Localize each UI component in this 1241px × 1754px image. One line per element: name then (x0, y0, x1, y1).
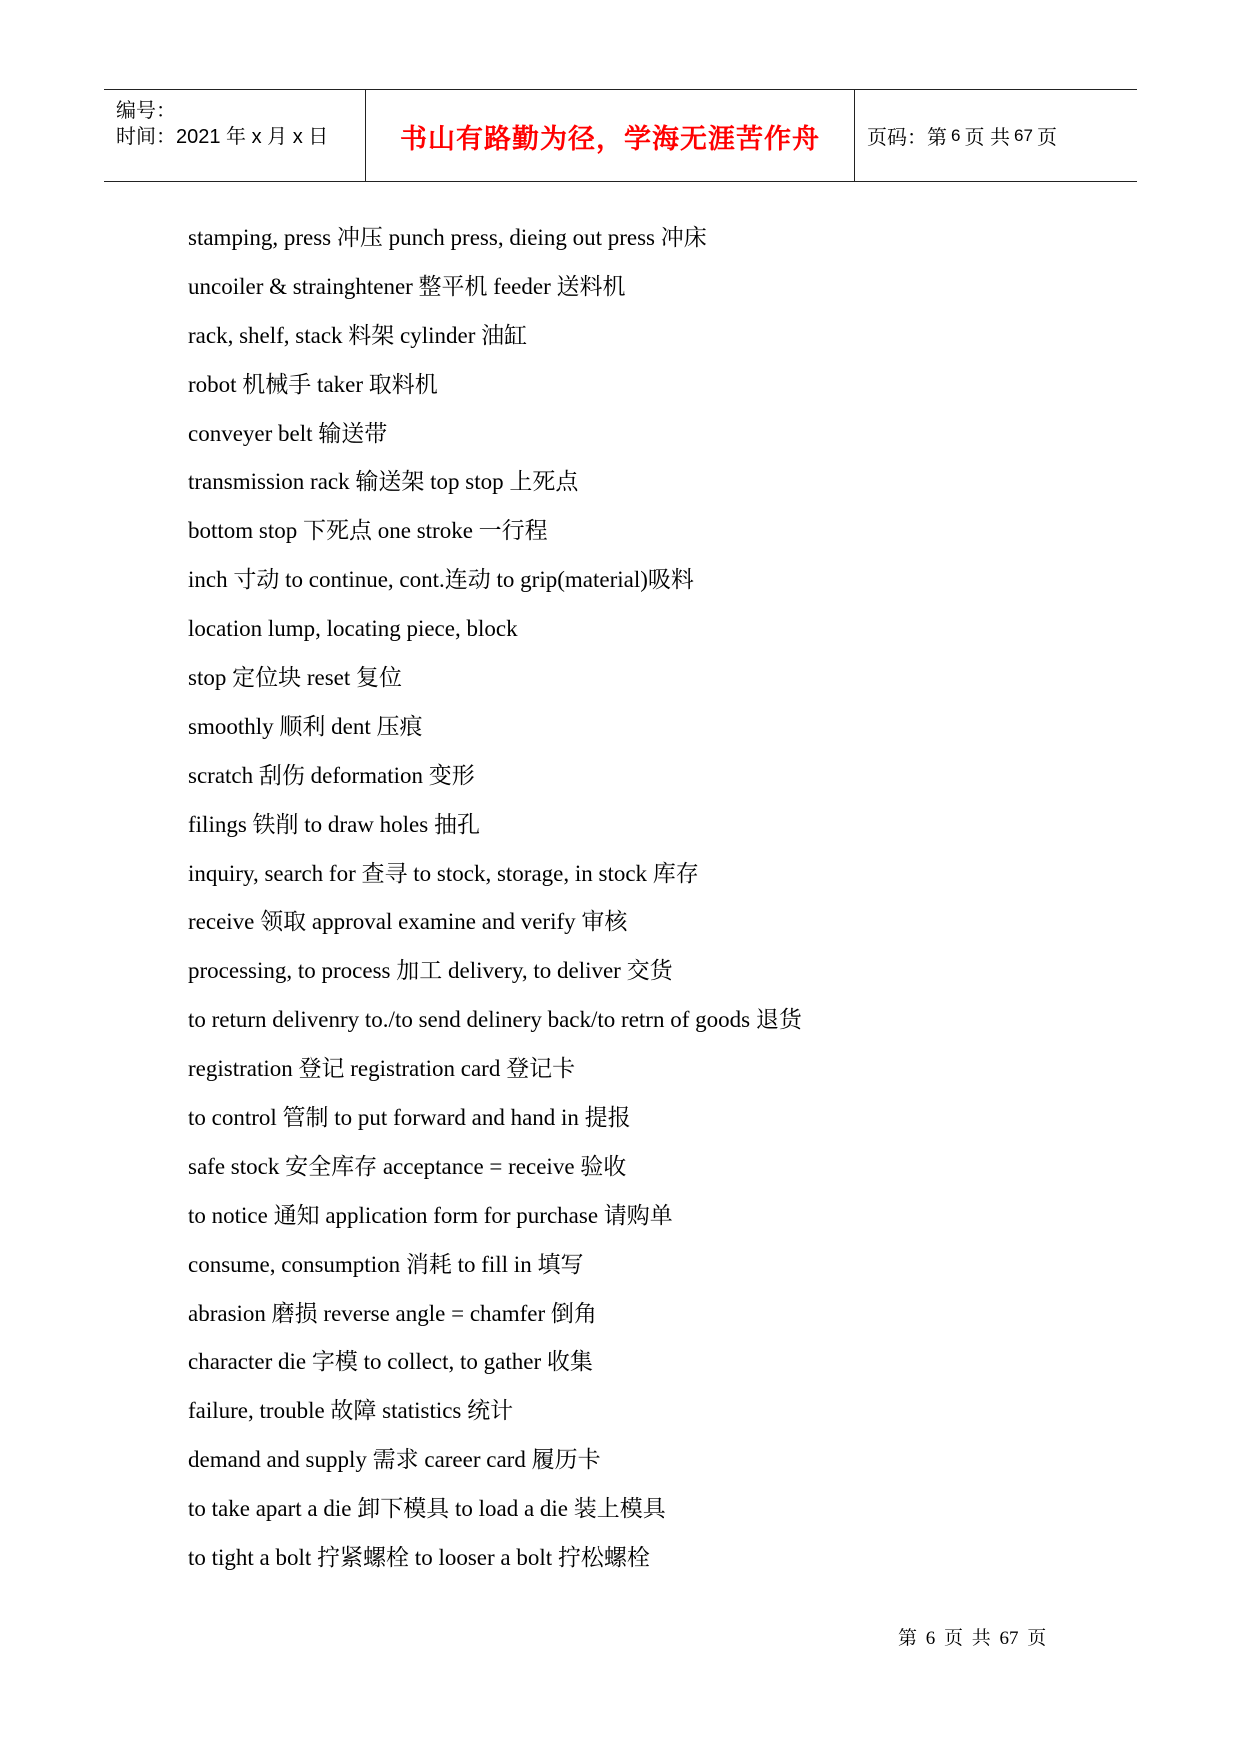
page-label-suffix: 页 (1036, 127, 1057, 149)
glossary-entry: scratch 刮伤 deformation 变形 (188, 762, 475, 788)
glossary-entry: to take apart a die 卸下模具 to load a die 装上模具 (188, 1496, 666, 1522)
glossary-entry: consume, consumption 消耗 to fill in 填写 (188, 1251, 584, 1277)
document-number-label: 编号： (116, 100, 176, 122)
glossary-entry: character die 字模 to collect, to gather 收集 (188, 1349, 593, 1375)
page-footer: 第 6 页 共 67 页 (898, 1628, 1047, 1649)
header-meta-cell (104, 90, 366, 181)
header-motto-cell (366, 90, 855, 181)
page-current-number: 6 (951, 125, 961, 145)
glossary-list (188, 214, 1148, 1583)
page-total-number: 67 (1014, 125, 1033, 145)
glossary-entry: filings 铁削 to draw holes 抽孔 (188, 811, 480, 837)
glossary-entry: stop 定位块 reset 复位 (188, 665, 403, 691)
glossary-entry: rack, shelf, stack 料架 cylinder 油缸 (188, 322, 528, 348)
page-header (104, 89, 1137, 182)
glossary-entry: to control 管制 to put forward and hand in 提报 (188, 1105, 631, 1131)
glossary-entry: processing, to process 加工 delivery, to deliver 交货 (188, 958, 673, 984)
header-page-cell (855, 90, 1137, 181)
glossary-entry: inquiry, search for 查寻 to stock, storage, in stock 库存 (188, 860, 699, 886)
page-label-prefix: 页码：第 (867, 127, 947, 149)
glossary-entry: robot 机械手 taker 取料机 (188, 371, 438, 397)
glossary-entry: conveyer belt 输送带 (188, 420, 388, 446)
glossary-entry: to tight a bolt 拧紧螺栓 to looser a bolt 拧松螺栓 (188, 1545, 650, 1571)
header-motto: 书山有路勤为径，学海无涯苦作舟 (400, 124, 820, 155)
glossary-entry: receive 领取 approval examine and verify 审核 (188, 909, 628, 935)
glossary-entry: failure, trouble 故障 statistics 统计 (188, 1398, 514, 1424)
glossary-entry: smoothly 顺利 dent 压痕 (188, 713, 423, 739)
glossary-entry: to notice 通知 application form for purchase 请购单 (188, 1202, 673, 1228)
glossary-entry: transmission rack 输送架 top stop 上死点 (188, 469, 579, 495)
glossary-entry: safe stock 安全库存 acceptance = receive 验收 (188, 1153, 627, 1179)
glossary-entry: location lump, locating piece, block (188, 616, 518, 642)
glossary-entry: inch 寸动 to continue, cont.连动 to grip(material)吸料 (188, 567, 694, 593)
glossary-entry: stamping, press 冲压 punch press, dieing out press 冲床 (188, 225, 707, 250)
page-label-mid: 页 共 (964, 127, 1011, 149)
glossary-entry: demand and supply 需求 career card 履历卡 (188, 1447, 601, 1473)
glossary-entry: uncoiler & strainghtener 整平机 feeder 送料机 (188, 273, 626, 299)
glossary-entry: to return delivenry to./to send delinery back/to retrn of goods 退货 (188, 1007, 802, 1033)
document-time-label: 时间：2021 年 x 月 x 日 (116, 126, 329, 148)
glossary-entry: bottom stop 下死点 one stroke 一行程 (188, 518, 548, 544)
glossary-entry: registration 登记 registration card 登记卡 (188, 1056, 576, 1082)
glossary-entry: abrasion 磨损 reverse angle = chamfer 倒角 (188, 1300, 597, 1326)
